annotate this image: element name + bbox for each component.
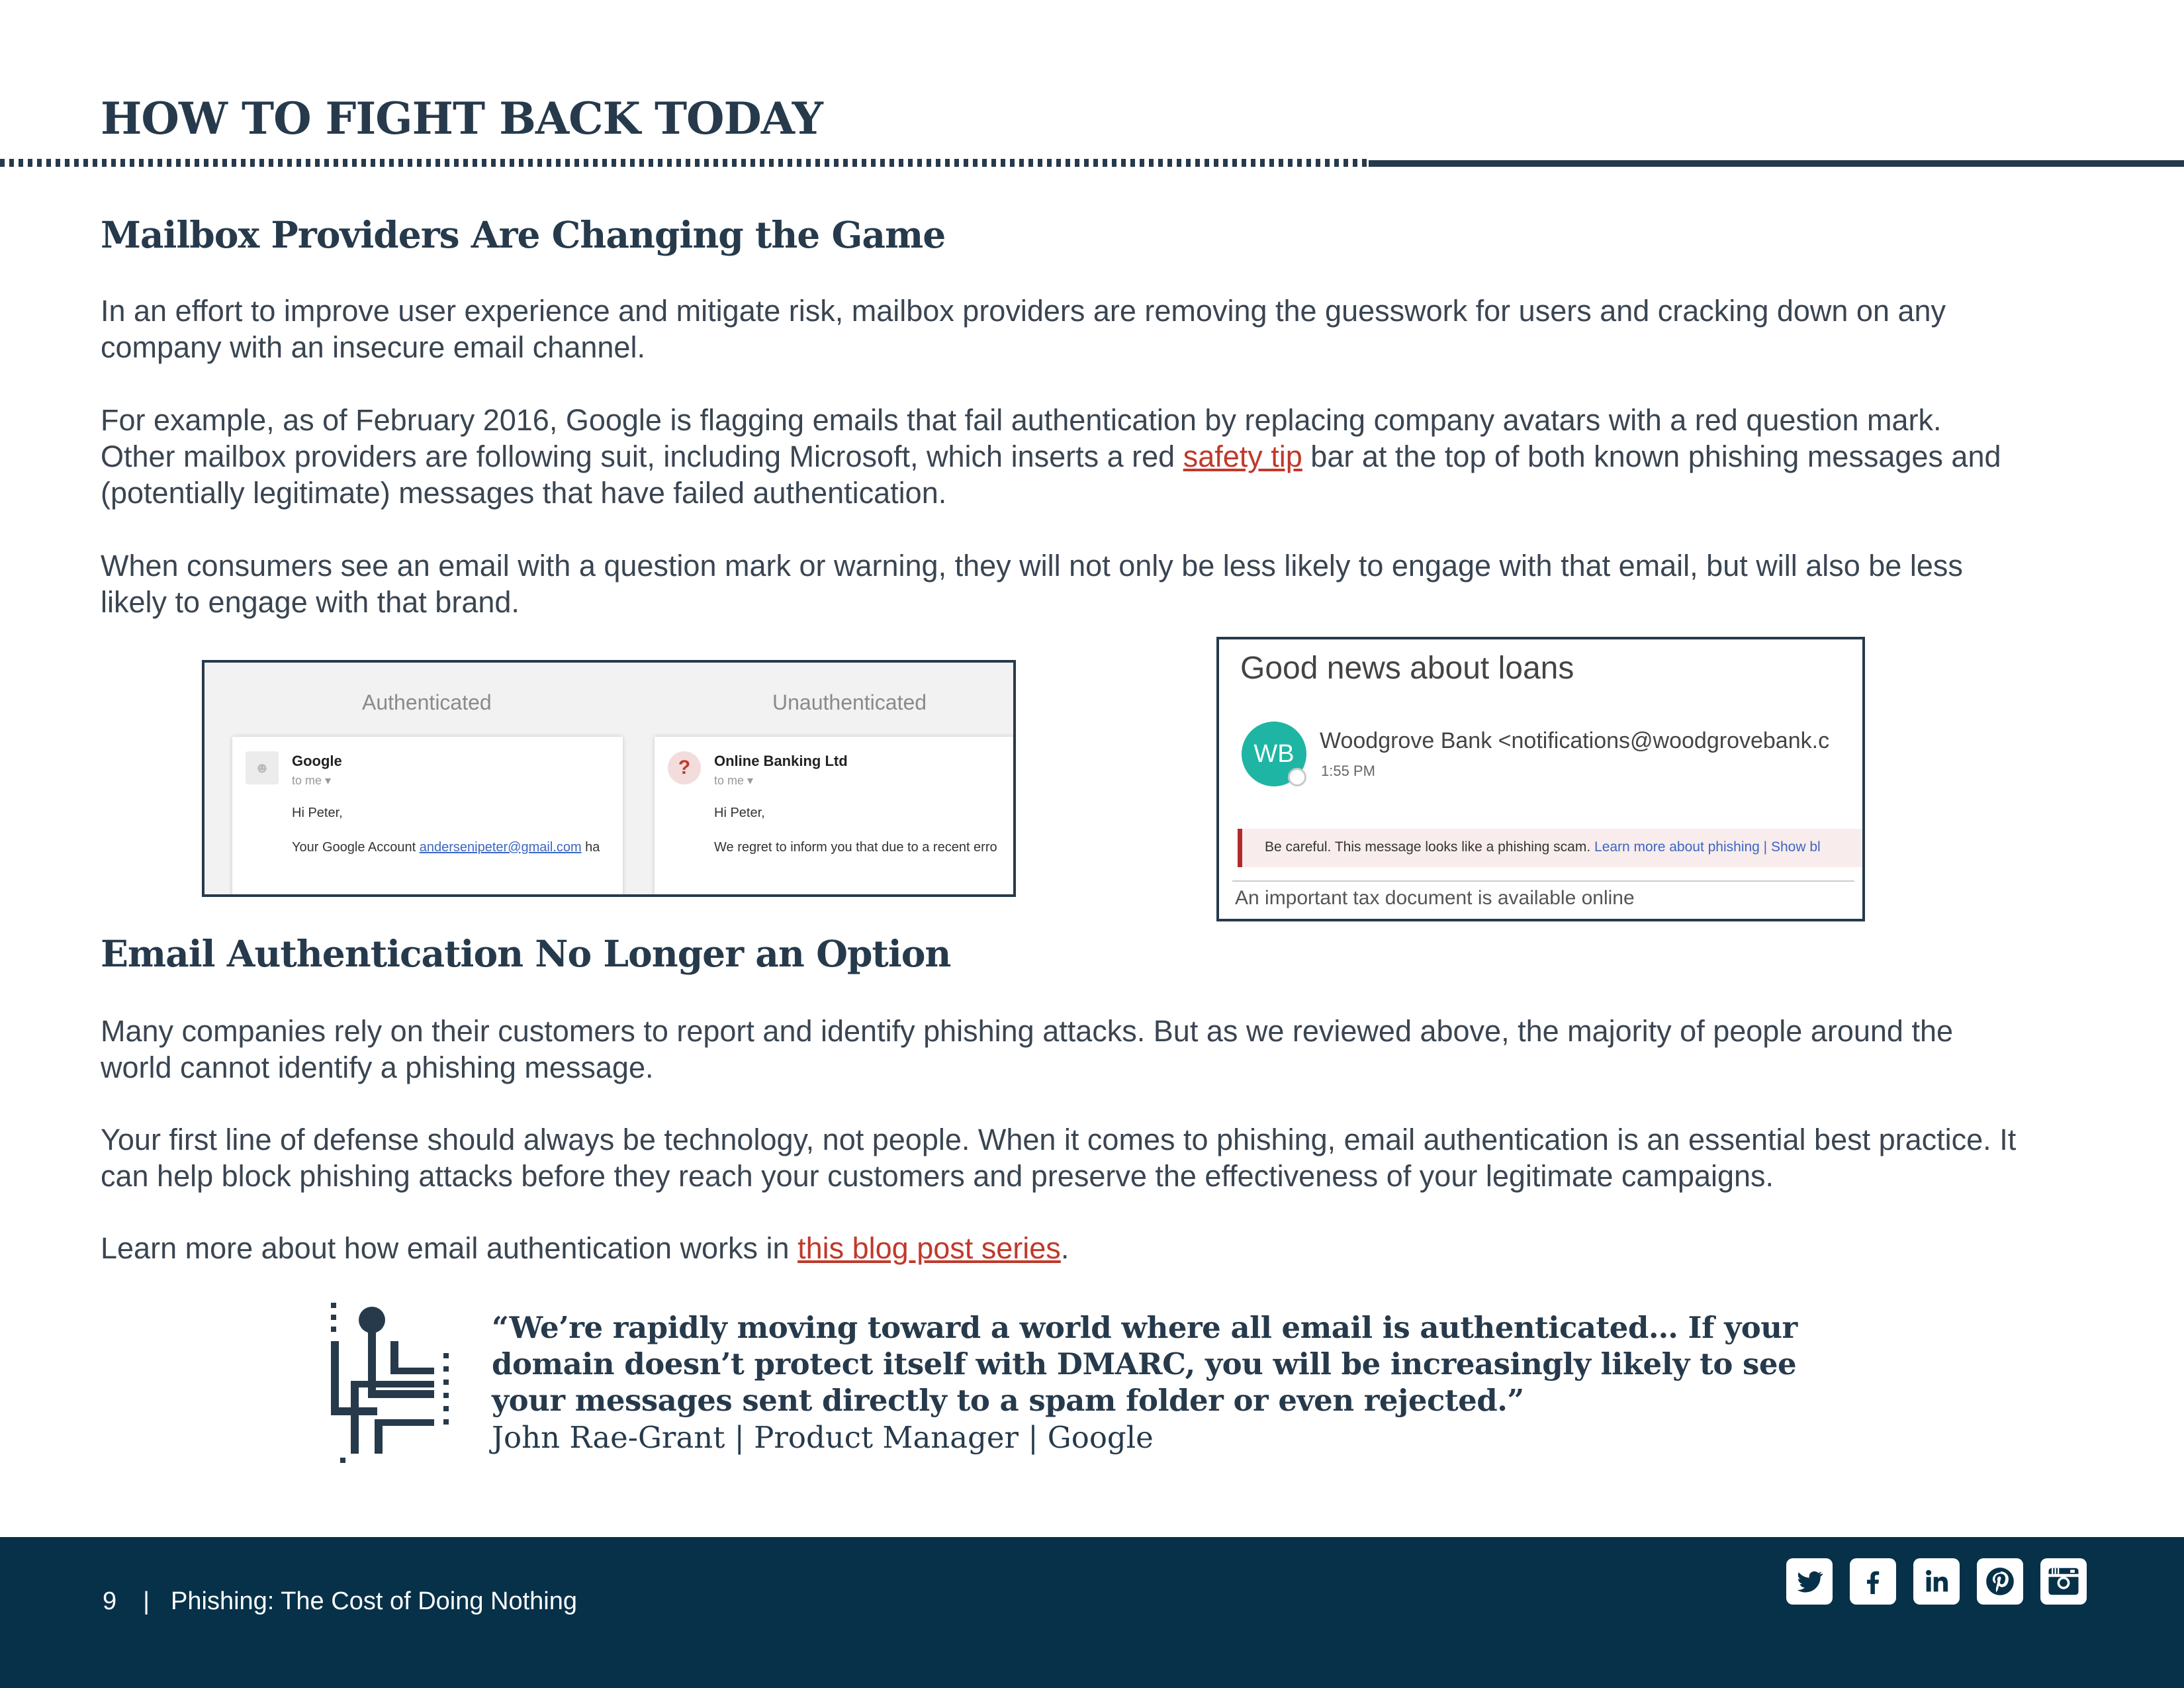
linkedin-icon[interactable] — [1913, 1558, 1960, 1605]
instagram-icon[interactable] — [2040, 1558, 2087, 1605]
pinterest-icon[interactable] — [1977, 1558, 2023, 1605]
unauthenticated-email-card — [655, 737, 1016, 897]
learn-more-link: Learn more about phishing | Show bl — [1594, 839, 1821, 855]
quote-attribution: John Rae-Grant | Product Manager | Google — [492, 1420, 1154, 1455]
footer-separator: | — [143, 1587, 150, 1615]
section1-paragraph-2 — [101, 402, 2020, 511]
paragraph-text: bar at the top of both known phishing messages and (potentially legitimate) messages that have failed authentication. — [101, 440, 2001, 510]
linkedin-icon-glyph — [1921, 1566, 1952, 1597]
recipient-line — [714, 774, 753, 788]
greeting: Hi Peter, — [292, 806, 343, 820]
twitter-icon[interactable] — [1786, 1558, 1833, 1605]
presence-status-icon — [1288, 768, 1306, 786]
authenticated-label: Authenticated — [362, 690, 492, 714]
gmail-authentication-screenshot — [202, 660, 1016, 897]
body-text: ha — [581, 840, 600, 855]
recipient-line — [292, 774, 331, 788]
chevron-down-icon: ▾ — [747, 774, 754, 787]
email-authentication-heading: Email Authentication No Longer an Option — [101, 932, 951, 975]
warning-message: Be careful. This message looks like a phishing scam. — [1265, 839, 1595, 855]
section2-paragraph-3 — [101, 1230, 2020, 1266]
greeting: Hi Peter, — [714, 806, 765, 820]
facebook-icon-glyph — [1858, 1566, 1888, 1597]
safety-tip-link[interactable]: safety tip — [1183, 440, 1302, 473]
pinterest-icon-glyph — [1983, 1565, 2017, 1598]
chevron-down-icon: ▾ — [325, 774, 332, 787]
sender-address: Woodgrove Bank <notifications@woodgrovebank.c — [1320, 728, 1830, 753]
section2-paragraph-1: Many companies rely on their customers to report and identify phishing attacks. But as we reviewed above, the majority of people around the world cannot identify a phishing message. — [101, 1014, 1954, 1084]
instagram-icon-glyph — [2046, 1564, 2081, 1599]
paragraph-text: Learn more about how email authentication works in — [101, 1231, 798, 1265]
mailbox-providers-heading: Mailbox Providers Are Changing the Game — [101, 213, 946, 256]
phishing-warning-bar — [1238, 829, 1865, 867]
user-avatar-icon: ☻ — [246, 751, 279, 784]
twitter-icon-glyph — [1794, 1566, 1825, 1597]
outlook-safety-tip-screenshot — [1216, 637, 1865, 921]
page-number: 9 — [103, 1587, 117, 1615]
email-subject: Good news about loans — [1240, 651, 1574, 686]
divider — [1232, 880, 1854, 882]
section-title: HOW TO FIGHT BACK TODAY — [101, 93, 823, 144]
unauthenticated-label: Unauthenticated — [772, 690, 927, 714]
question-mark-icon: ? — [668, 751, 701, 784]
quote-text: “We’re rapidly moving toward a world where all email is authenticated… If your domain doesn’t protect itself with DMARC, you will be increasingly likely to see your messages sent directly to a spam folder or even rejected.” — [492, 1310, 1797, 1418]
sender-avatar: WB — [1242, 722, 1306, 786]
email-address: andersenipeter@gmail.com — [419, 840, 582, 855]
blog-post-series-link[interactable]: this blog post series — [797, 1231, 1061, 1265]
footer — [0, 1537, 2184, 1688]
circuit-icon — [324, 1301, 457, 1467]
body-text: Your Google Account — [292, 840, 420, 855]
sender-name: Online Banking Ltd — [714, 753, 848, 769]
email-body-line: We regret to inform you that due to a recent erro — [714, 840, 997, 855]
section1-paragraph-1: In an effort to improve user experience and mitigate risk, mailbox providers are removing the guesswork for users and cracking down on any company with an insecure email channel. — [101, 294, 1946, 364]
solid-divider — [1369, 160, 2184, 167]
authenticated-email-card — [232, 737, 623, 897]
section1-paragraph-3: When consumers see an email with a question mark or warning, they will not only be less likely to engage with that email, but will also be less likely to engage with that brand. — [101, 549, 1963, 619]
dotted-divider — [0, 159, 1369, 167]
footer-label — [103, 1587, 577, 1616]
paragraph-text: . — [1060, 1231, 1069, 1265]
to-me-text: to me — [292, 774, 322, 787]
email-preview: An important tax document is available online — [1235, 887, 1635, 909]
section2-paragraph-2: Your first line of defense should always be technology, not people. When it comes to phishing, email authentication is an essential best practice. It can help block phishing attacks before they reach your customers and preserve the effectiveness of your legitimate campaigns. — [101, 1123, 2017, 1193]
facebook-icon[interactable] — [1850, 1558, 1896, 1605]
email-body-line — [292, 840, 600, 855]
sender-name: Google — [292, 753, 342, 769]
warning-text — [1265, 839, 1821, 855]
to-me-text: to me — [714, 774, 745, 787]
document-title: Phishing: The Cost of Doing Nothing — [171, 1587, 578, 1615]
paragraph-text: For example, as of February 2016, Google is flagging emails that fail authentication by replacing company avatars with a red question mark. Other mailbox providers are following suit, including Microsoft, which inserts a red — [101, 403, 1942, 473]
email-time: 1:55 PM — [1321, 763, 1375, 779]
